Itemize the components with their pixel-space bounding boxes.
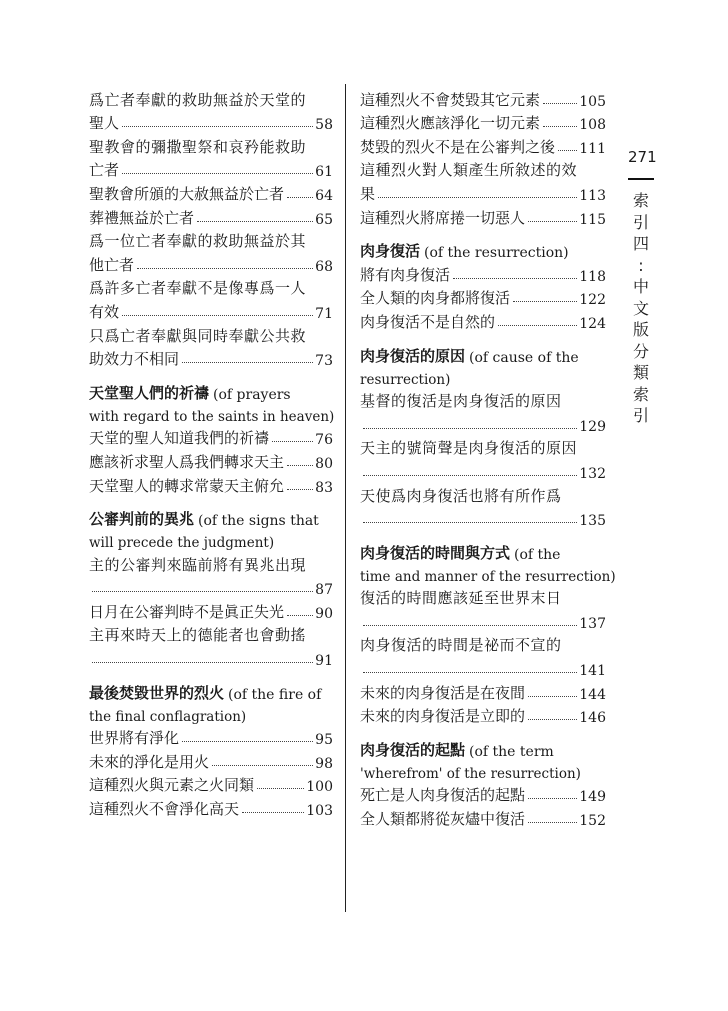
entry-page: 103 [306, 803, 333, 820]
dot-leader [287, 615, 313, 616]
index-entry [89, 425, 333, 449]
entry-text: 肉身復活不是自然的 [360, 312, 496, 331]
section-heading [360, 238, 606, 262]
index-entry [89, 772, 333, 796]
heading-english: (of the [514, 546, 561, 563]
dot-leader [122, 315, 313, 316]
index-entry [360, 805, 606, 829]
index-entry [89, 598, 333, 622]
dot-leader [137, 268, 313, 269]
dot-leader [498, 325, 577, 326]
entry-page: 108 [579, 117, 606, 134]
section-heading [89, 379, 333, 425]
heading-english-cont: 'wherefrom' of the resurrection) [360, 765, 581, 782]
entry-page: 64 [315, 187, 333, 204]
entry-text: 聖教會所頒的大赦無益於亡者 [89, 184, 285, 203]
entry-text: 焚毀的烈火不是在公審判之後 [360, 137, 556, 156]
dot-leader [182, 362, 313, 363]
column-divider [345, 84, 346, 912]
heading-text: 肉身復活 [360, 242, 421, 261]
dot-leader [212, 765, 313, 766]
entry-page: 115 [579, 211, 606, 228]
dot-leader [453, 278, 577, 279]
entry-text: 世界將有淨化 [89, 729, 180, 748]
entry-text: 亡者 [89, 161, 120, 180]
index-entry [360, 110, 606, 134]
index-entry [360, 86, 606, 110]
heading-english-cont: time and manner of the resurrection) [360, 568, 616, 585]
entry-page: 122 [579, 292, 606, 309]
heading-text: 天堂聖人們的祈禱 [89, 383, 210, 402]
index-entry [360, 308, 606, 332]
entry-text: 這種烈火將席捲一切惡人 [360, 208, 526, 227]
entry-page: 91 [315, 653, 333, 670]
entry-line: 爲亡者奉獻的救助無益於天堂的 [89, 90, 307, 109]
index-entry [89, 157, 333, 181]
entry-text: 葬禮無益於亡者 [89, 208, 195, 227]
entry-line: 爲一位亡者奉獻的救助無益於其 [89, 232, 307, 251]
running-title-char: 索 [632, 191, 649, 210]
entry-text: 應該祈求聖人爲我們轉求天主 [89, 452, 285, 471]
index-entry [360, 458, 606, 482]
entry-page: 111 [579, 140, 606, 157]
entry-line: 基督的復活是肉身復活的原因 [360, 392, 562, 411]
entry-text: 助效力不相同 [89, 350, 180, 369]
index-entry [360, 285, 606, 309]
heading-text: 肉身復活的時間與方式 [360, 543, 511, 562]
entry-page: 137 [579, 615, 606, 632]
running-title-char: 索 [632, 384, 649, 404]
entry-page: 87 [315, 582, 333, 599]
entry-page: 73 [315, 353, 333, 370]
dot-leader [528, 719, 577, 720]
entry-page: 141 [579, 663, 606, 680]
dot-leader [182, 741, 313, 742]
index-entry [89, 645, 333, 669]
entry-page: 65 [315, 211, 333, 228]
dot-leader [543, 126, 577, 127]
entry-line: 主的公審判來臨前將有異兆出現 [89, 555, 307, 574]
section-heading [360, 736, 606, 782]
dot-leader [272, 441, 313, 442]
index-entry [360, 204, 606, 228]
entry-text: 死亡是人肉身復活的起點 [360, 786, 526, 805]
entry-line: 天使爲肉身復活也將有所作爲 [360, 486, 562, 505]
entry-page: 90 [315, 605, 333, 622]
entry-text: 這種烈火不會淨化高天 [89, 800, 240, 819]
index-entry [360, 679, 606, 703]
running-title-char: 引 [632, 212, 649, 232]
entry-page: 83 [315, 479, 333, 496]
entry-line: 肉身復活的時間是祕而不宣的 [360, 636, 562, 655]
page-number: 271 [628, 148, 657, 166]
heading-english: (of the resurrection) [424, 245, 569, 262]
dot-leader [363, 522, 577, 523]
dot-leader [543, 103, 577, 104]
header-rule [628, 178, 654, 180]
dot-leader [92, 662, 313, 663]
running-title-char: 中 [632, 277, 649, 296]
entry-text: 將有肉身復活 [360, 265, 451, 284]
dot-leader [363, 475, 577, 476]
dot-leader [528, 696, 577, 697]
entry-text: 聖人 [89, 114, 120, 133]
heading-text: 肉身復活的原因 [360, 346, 466, 365]
entry-page: 144 [579, 686, 606, 703]
heading-text: 最後焚毀世界的烈火 [89, 683, 225, 702]
index-entry [360, 180, 606, 204]
section-heading [89, 679, 333, 725]
index-column-right [360, 86, 616, 830]
heading-english-cont: will precede the judgment) [89, 535, 275, 552]
dot-leader [513, 301, 577, 302]
entry-page: 68 [315, 258, 333, 275]
heading-english: (of prayers [213, 386, 291, 403]
heading-english: (of the signs that [198, 513, 319, 530]
entry-text: 未來的淨化是用火 [89, 752, 210, 771]
entry-page: 152 [579, 813, 606, 830]
index-entry [89, 448, 333, 472]
entry-text: 天堂聖人的轉求常蒙天主俯允 [89, 476, 285, 495]
dot-leader [363, 672, 577, 673]
dot-leader [287, 489, 313, 490]
section-heading [360, 342, 606, 388]
dot-leader [242, 812, 304, 813]
entry-page: 61 [315, 164, 333, 181]
dot-leader [122, 126, 313, 127]
entry-page: 80 [315, 455, 333, 472]
index-entry [89, 575, 333, 599]
heading-english-cont: resurrection) [360, 371, 451, 388]
entry-page: 98 [315, 755, 333, 772]
entry-page: 105 [579, 93, 606, 110]
entry-page: 58 [315, 117, 333, 134]
running-title-char: 版 [632, 320, 649, 339]
entry-text: 日月在公審判時不是眞正失光 [89, 602, 285, 621]
index-entry [89, 346, 333, 370]
index-entry [89, 725, 333, 749]
entry-text: 天堂的聖人知道我們的祈禱 [89, 429, 270, 448]
index-entry [360, 261, 606, 285]
entry-text: 這種烈火與元素之火同類 [89, 776, 255, 795]
index-entry [360, 703, 606, 727]
heading-line [360, 736, 606, 760]
entry-page: 135 [579, 513, 606, 530]
entry-line: 復活的時間應該延至世界末日 [360, 589, 562, 608]
entry-text: 他亡者 [89, 255, 135, 274]
running-title [630, 190, 652, 427]
entry-line: 聖教會的彌撒聖祭和哀矜能救助 [89, 137, 307, 156]
dot-leader [363, 625, 577, 626]
entry-page: 132 [579, 465, 606, 482]
heading-english: (of the fire of [228, 686, 322, 703]
index-entry [89, 298, 333, 322]
entry-line: 爲許多亡者奉獻不是像專爲一人 [89, 279, 307, 298]
dot-leader [528, 798, 577, 799]
entry-page: 100 [306, 779, 333, 796]
entry-page: 76 [315, 432, 333, 449]
index-entry [89, 795, 333, 819]
heading-line [360, 539, 606, 563]
entry-page: 95 [315, 732, 333, 749]
entry-page: 124 [579, 315, 606, 332]
dot-leader [558, 150, 577, 151]
heading-line [89, 379, 333, 403]
dot-leader [528, 822, 577, 823]
running-title-char: 四 [632, 234, 649, 253]
dot-leader [257, 788, 304, 789]
index-entry [89, 204, 333, 228]
section-heading [89, 506, 333, 552]
index-entry [360, 506, 606, 530]
index-entry [360, 608, 606, 632]
dot-leader [287, 197, 313, 198]
heading-english: (of the term [469, 743, 554, 760]
dot-leader [197, 221, 313, 222]
heading-line [89, 506, 333, 530]
entry-text: 有效 [89, 302, 120, 321]
index-entry [360, 133, 606, 157]
entry-text: 這種烈火應該淨化一切元素 [360, 114, 541, 133]
index-entry [89, 748, 333, 772]
dot-leader [287, 465, 313, 466]
heading-english-cont: the final conflagration) [89, 708, 247, 725]
entry-text: 未來的肉身復活是在夜間 [360, 683, 526, 702]
index-entry [360, 655, 606, 679]
entry-page: 71 [315, 305, 333, 322]
entry-text: 全人類的肉身都將復活 [360, 289, 511, 308]
index-entry [360, 782, 606, 806]
index-entry [89, 251, 333, 275]
dot-leader [378, 197, 577, 198]
section-heading [360, 539, 616, 585]
entry-line: 只爲亡者奉獻與同時奉獻公共救 [89, 326, 307, 345]
running-title-char: : [638, 255, 644, 275]
dot-leader [363, 428, 577, 429]
index-entry [89, 110, 333, 134]
heading-text: 肉身復活的起點 [360, 740, 466, 759]
entry-page: 149 [579, 789, 606, 806]
heading-english-cont: with regard to the saints in heaven) [89, 408, 335, 425]
entry-text: 未來的肉身復活是立即的 [360, 707, 526, 726]
dot-leader [528, 221, 577, 222]
entry-line: 這種烈火對人類產生所敘述的效 [360, 161, 578, 180]
entry-page: 113 [579, 187, 606, 204]
heading-text: 公審判前的異兆 [89, 510, 195, 529]
heading-line [360, 238, 606, 262]
entry-line: 主再來時天上的德能者也會動搖 [89, 626, 307, 645]
index-entry [89, 472, 333, 496]
heading-english: (of cause of the [469, 349, 579, 366]
running-title-char: 分 [632, 341, 649, 361]
entry-text: 這種烈火不會焚毀其它元素 [360, 90, 541, 109]
running-title-char: 引 [632, 406, 649, 425]
entry-page: 118 [579, 268, 606, 285]
entry-text: 果 [360, 184, 376, 203]
running-title-char: 文 [632, 298, 649, 318]
dot-leader [122, 173, 313, 174]
heading-line [360, 342, 606, 366]
entry-page: 146 [579, 710, 606, 727]
entry-page: 129 [579, 418, 606, 435]
running-title-char: 類 [632, 363, 649, 382]
entry-text: 全人類都將從灰燼中復活 [360, 810, 526, 829]
entry-line: 天主的號筒聲是肉身復活的原因 [360, 439, 578, 458]
index-column-left [89, 86, 333, 819]
index-entry [360, 411, 606, 435]
index-entry [89, 180, 333, 204]
dot-leader [92, 591, 313, 592]
heading-line [89, 679, 333, 703]
